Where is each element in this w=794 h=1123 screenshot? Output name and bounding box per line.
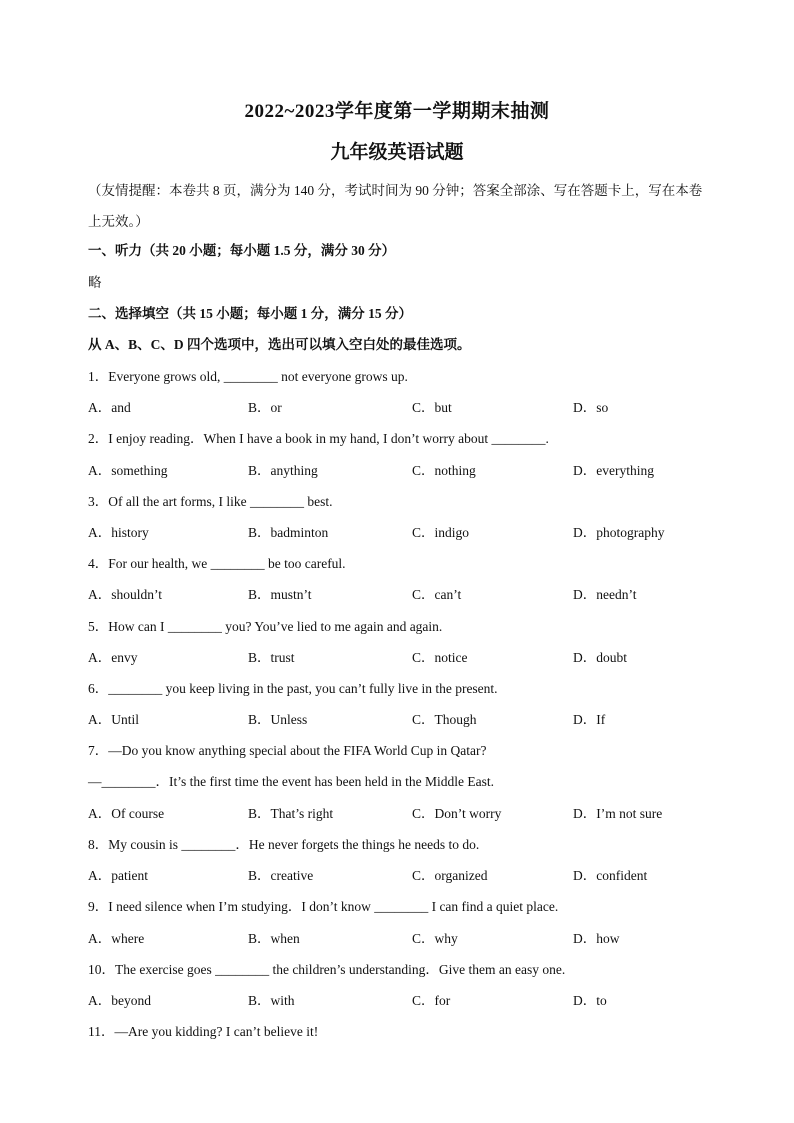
- question-10-options: [88, 989, 728, 1009]
- option-c: C．indigo: [412, 525, 470, 540]
- option-a: A．Of course: [88, 806, 165, 821]
- option-b: B．anything: [248, 463, 318, 478]
- option-a: A．shouldn’t: [88, 587, 163, 602]
- question-1: 1．Everyone grows old, ________ not everyone grows up.: [88, 369, 408, 384]
- option-a: A．beyond: [88, 993, 151, 1008]
- option-d: D．doubt: [573, 650, 627, 665]
- option-c: C．why: [412, 931, 458, 946]
- option-a: A．something: [88, 463, 168, 478]
- option-d: D．everything: [573, 463, 654, 478]
- question-8-options: [88, 864, 728, 884]
- option-b: B．That’s right: [248, 806, 334, 821]
- question-9: 9．I need silence when I’m studying．I don’t know ________ I can find a quiet place.: [88, 899, 559, 914]
- question-4: 4．For our health, we ________ be too careful.: [88, 556, 346, 571]
- option-a: A．and: [88, 400, 131, 415]
- option-b: B．badminton: [248, 525, 329, 540]
- option-b: B．or: [248, 400, 282, 415]
- option-c: C．nothing: [412, 463, 476, 478]
- section-listening-heading: 一、听力（共 20 小题；每小题 1.5 分，满分 30 分）: [88, 243, 396, 258]
- option-b: B．creative: [248, 868, 314, 883]
- option-b: B．when: [248, 931, 300, 946]
- option-c: C．Though: [412, 712, 477, 727]
- option-d: D．I’m not sure: [573, 806, 663, 821]
- option-a: A．where: [88, 931, 145, 946]
- option-b: B．mustn’t: [248, 587, 312, 602]
- option-b: B．with: [248, 993, 295, 1008]
- option-d: D．to: [573, 993, 607, 1008]
- question-4-options: [88, 583, 728, 603]
- option-d: D．needn’t: [573, 587, 637, 602]
- question-1-options: [88, 396, 728, 416]
- option-c: C．notice: [412, 650, 468, 665]
- question-3: 3．Of all the art forms, I like ________ best.: [88, 494, 333, 509]
- option-a: A．patient: [88, 868, 148, 883]
- question-6: 6．________ you keep living in the past, you can’t fully live in the present.: [88, 681, 498, 696]
- option-a: A．Until: [88, 712, 140, 727]
- section-choice-instruction: 从 A、B、C、D 四个选项中，选出可以填入空白处的最佳选项。: [88, 337, 471, 352]
- option-a: A．envy: [88, 650, 138, 665]
- question-3-options: [88, 521, 728, 541]
- question-7-reply: —________．It’s the first time the event has been held in the Middle East.: [88, 774, 495, 789]
- question-2-options: [88, 459, 728, 479]
- question-10: 10．The exercise goes ________ the children’s understanding．Give them an easy one.: [88, 962, 566, 977]
- option-d: D．how: [573, 931, 620, 946]
- question-6-options: [88, 708, 728, 728]
- question-2: 2．I enjoy reading．When I have a book in my hand, I don’t worry about ________.: [88, 431, 549, 446]
- exam-subtitle: 九年级英语试题: [330, 142, 464, 163]
- exam-note: （友情提醒：本卷共 8 页，满分为 140 分，考试时间为 90 分钟；答案全部涂、写在答题卡上，写在本卷上无效。）: [88, 183, 703, 229]
- question-5-options: [88, 646, 728, 666]
- option-a: A．history: [88, 525, 149, 540]
- option-c: C．organized: [412, 868, 488, 883]
- exam-title: 2022~2023学年度第一学期期末抽测: [244, 101, 550, 122]
- option-d: D．confident: [573, 868, 648, 883]
- option-c: C．but: [412, 400, 452, 415]
- option-d: D．photography: [573, 525, 665, 540]
- option-b: B．trust: [248, 650, 295, 665]
- option-b: B．Unless: [248, 712, 308, 727]
- question-11: 11．—Are you kidding? I can’t believe it!: [88, 1024, 319, 1039]
- option-d: D．so: [573, 400, 609, 415]
- section-listening-content: 略: [88, 275, 102, 290]
- section-choice-heading: 二、选择填空（共 15 小题；每小题 1 分，满分 15 分）: [88, 306, 412, 321]
- question-7: 7．—Do you know anything special about the FIFA World Cup in Qatar?: [88, 743, 487, 758]
- option-c: C．for: [412, 993, 451, 1008]
- option-c: C．can’t: [412, 587, 462, 602]
- question-7-options: [88, 802, 728, 822]
- question-8: 8．My cousin is ________．He never forgets the things he needs to do.: [88, 837, 480, 852]
- option-c: C．Don’t worry: [412, 806, 502, 821]
- question-9-options: [88, 927, 728, 947]
- question-5: 5．How can I ________ you? You’ve lied to me again and again.: [88, 619, 443, 634]
- option-d: D．If: [573, 712, 606, 727]
